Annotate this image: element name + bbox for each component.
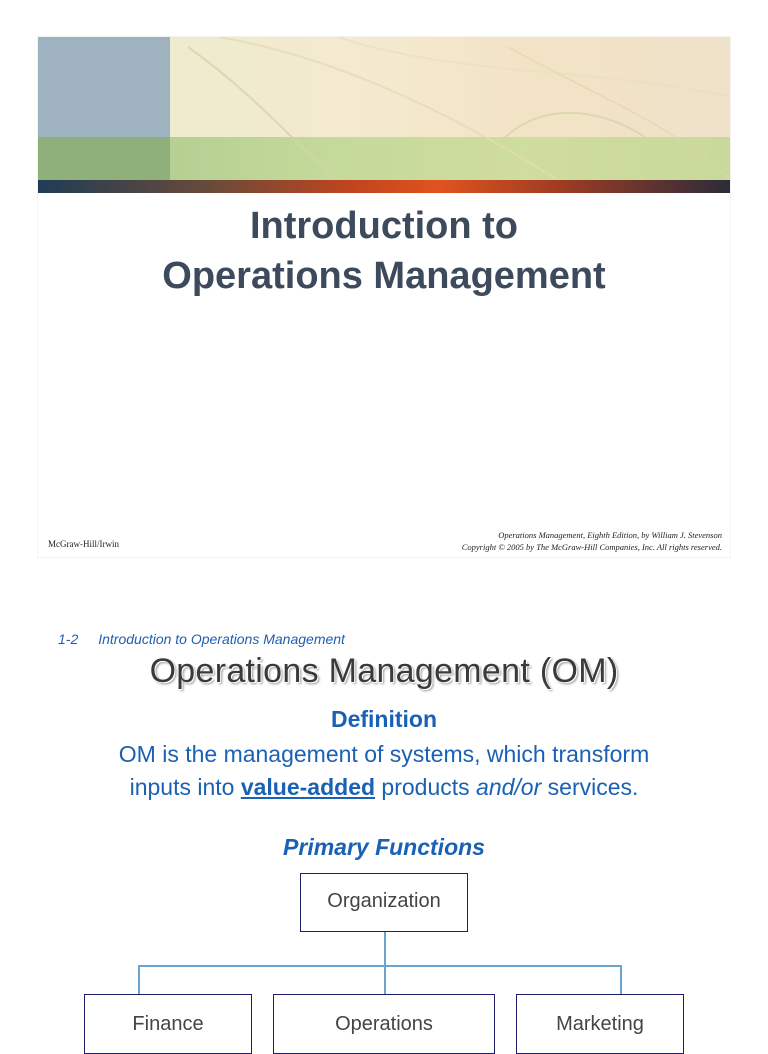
slide-title-line1: Introduction to [249, 205, 519, 247]
publisher-label: McGraw-Hill/Irwin [48, 539, 119, 549]
credit-line-2: Copyright © 2005 by The McGraw-Hill Companies, Inc. All rights reserved. [461, 542, 722, 552]
org-chart-finance-box: Finance [84, 994, 252, 1054]
slide-title: Operations Management (OM) [149, 652, 619, 690]
connector-horizontal [138, 965, 622, 967]
connector-left-drop [138, 965, 140, 994]
definition-text [0, 738, 768, 804]
value-added-emphasis: value-added [240, 774, 376, 800]
slide-header-subtitle: Introduction to Operations Management [98, 631, 345, 647]
definition-inputs: inputs into [129, 774, 241, 800]
org-chart-operations-box: Operations [273, 994, 495, 1054]
definition-products: products [375, 774, 477, 800]
slide-number-header [58, 631, 345, 647]
connector-root-vertical [384, 932, 386, 994]
org-chart-marketing-box: Marketing [516, 994, 684, 1054]
banner-swirl-lines [38, 37, 730, 180]
connector-right-drop [620, 965, 622, 994]
primary-functions-heading: Primary Functions [283, 834, 485, 860]
definition-line-1: OM is the management of systems, which transform [118, 741, 650, 767]
decorative-banner [38, 37, 730, 180]
definition-line-2 [0, 771, 768, 804]
definition-services: services. [541, 774, 639, 800]
copyright-credit [462, 529, 722, 553]
title-slide [38, 37, 730, 557]
org-chart-root-organization: Organization [300, 873, 468, 932]
credit-line-1: Operations Management, Eighth Edition, by William J. Stevenson [498, 530, 722, 540]
accent-bar [38, 180, 730, 193]
slide-number: 1-2 [58, 631, 79, 647]
slide-title-line2: Operations Management [162, 255, 606, 297]
and-or-italic: and/or [476, 774, 542, 800]
definition-heading: Definition [330, 706, 438, 732]
